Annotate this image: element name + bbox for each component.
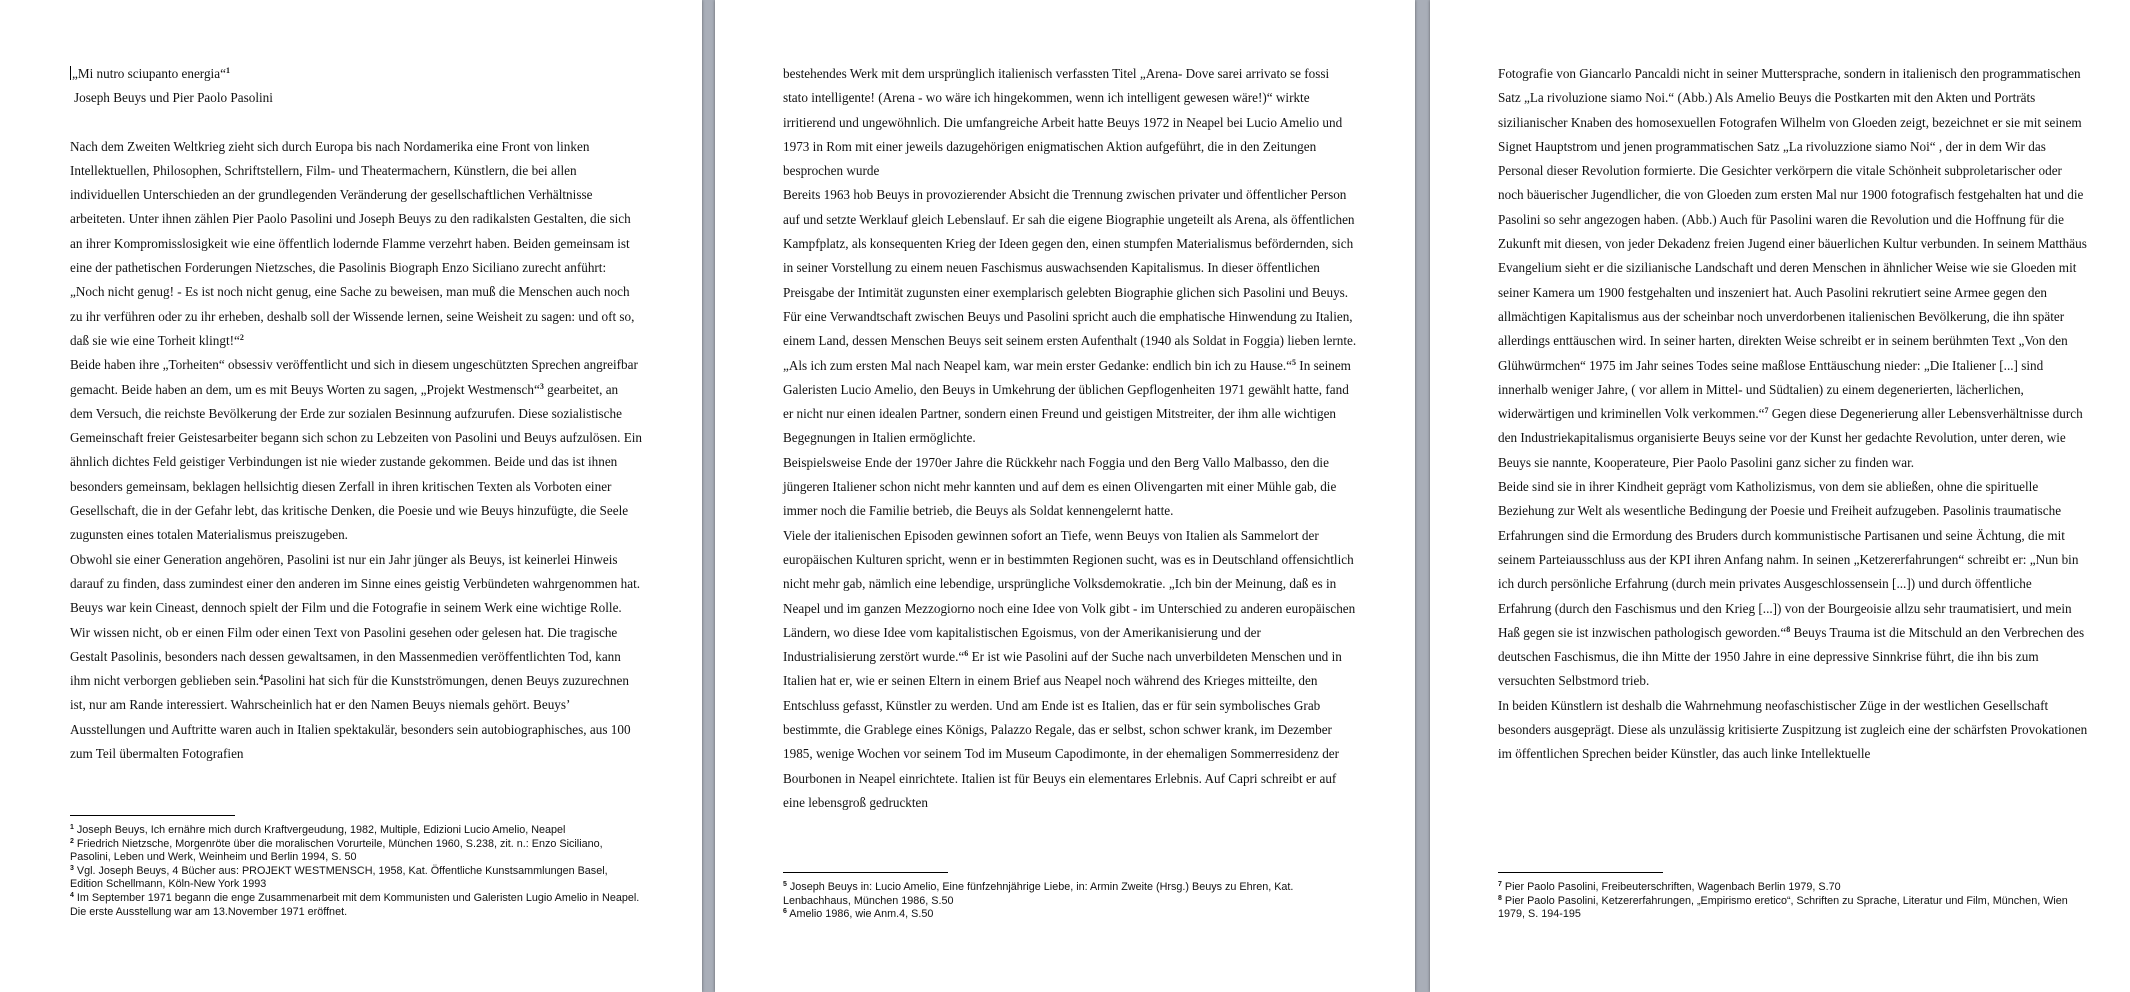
paragraph: Nach dem Zweiten Weltkrieg zieht sich durch Europa bis nach Nordamerika eine Front von linken Intellektuellen, Philosophen, Schriftstellern, Film- und Theatermachern, Künstlern, die bei allen individuellen Unterschieden an der grundlegenden Veränderung der gesellschaftlichen Verhältnisse arbeiteten. Unter ihnen zählen Pier Paolo Pasolini und Joseph Beuys zu den radikalsten Gestalten, die sich an ihrer Kompromisslosigkeit wie eine öffentlich lodernde Flamme verzehrt haben. Beiden gemeinsam ist eine der pathetischen Forderungen Nietzsches, die Pasolinis Biograph Enzo Siciliano zurecht anführt: „Noch nicht genug! - Es ist noch nicht genug, eine Sache zu beweisen, man muß die Menschen auch noch zu ihr verführen oder zu ihr erheben, deshalb soll der Wissende lernen, seine Weisheit zu sagen: und oft so, daß sie wie eine Torheit klingt!“$^2$ [70,138,635,348]
footnote: $^5$ Joseph Beuys in: Lucio Amelio, Eine fünfzehnjährige Liebe, in: Armin Zweite (Hrsg.) Beuys zu Ehren, Kat. Lenbachhaus, München 1986, S.50 [783,881,1294,907]
paragraph: bestehendes Werk mit dem ursprünglich italienisch verfassten Titel „Arena- Dove sarei arrivato se fossi stato intelligente! (Arena - wo wäre ich hingekommen, wenn ich intelligent gewesen wäre!)“ wirkte irritierend und ungewöhnlich. Die umfangreiche Arbeit hatte Beuys 1972 in Neapel bei Lucio Amelio und 1973 in Rom mit einer jeweils dazugehörigen enigmatischen Aktion aufgeführt, die in den Zeitungen besprochen wurde [783,66,1343,179]
page-3-body[interactable] [1498,62,2088,767]
footnote: $^4$ Im September 1971 begann die enge Zusammenarbeit mit dem Kommunisten und Galeristen Lugio Amelio in Neapel. Die erste Ausstellung war am 13.November 1971 eröffnet. [70,891,640,918]
paragraph: Obwohl sie einer Generation angehören, Pasolini ist nur ein Jahr jünger als Beuys, ist keinerlei Hinweis darauf zu finden, dass zumindest einer den anderen im Sinne eines geistig Verbündeten wahrgenommen hat. Beuys war kein Cineast, dennoch spielt der Film und die Fotografie in seinem Werk eine wichtige Rolle. Wir wissen nicht, ob er einen Film oder einen Text von Pasolini gesehen oder gelesen hat. Die tragische Gestalt Pasolinis, besonders nach dessen gewaltsamen, in den Massenmedien veröffentlichten Tod, kann ihm nicht verborgen geblieben sein.$^4$Pasolini hat sich für die Kunstströmungen, denen Beuys zuzurechnen ist, nur am Rande interessiert. Wahrscheinlich hat er den Namen Beuys niemals gehört. Beuys’ Ausstellungen und Auftritte waren auch in Italien spektakulär, besonders sein autobiographisches, aus 100 zum Teil übermalten Fotografien [70,551,641,762]
footnote: $^2$ Friedrich Nietzsche, Morgenröte über die moralischen Vorurteile, München 1960, S.238, zit. n.: Enzo Siciliano, Pasolini, Leben und Werk, Weinheim und Berlin 1994, S. 50 [70,837,603,864]
document-subtitle: Joseph Beuys und Pier Paolo Pasolini [74,90,273,106]
footnotes [783,872,1355,922]
page-1-body[interactable] [70,62,642,766]
footnote: $^1$ Joseph Beuys, Ich ernähre mich durch Kraftvergeudung, 1982, Multiple, Edizioni Lucio Amelio, Neapel [70,824,566,836]
footnote: $^7$ Pier Paolo Pasolini, Freibeuterschriften, Wagenbach Berlin 1979, S.70 [1498,881,1841,893]
footnote: $^3$ Vgl. Joseph Beuys, 4 Bücher aus: PROJEKT WESTMENSCH, 1958, Kat. Öffentliche Kunstsammlungen Basel, Edition Schellmann, Köln-New York 1993 [70,864,608,891]
paragraph: Bereits 1963 hob Beuys in provozierender Absicht die Trennung zwischen privater und öffentlicher Person auf und setzte Werklauf gleich Lebenslauf. Er sah die eigene Biographie ungeteilt als Arena, als öffentlichen Kampfplatz, als konsequenten Krieg der Ideen gegen den, einen stumpfen Materialismus befördernden, sich in seiner Vorstellung zu einem neuen Faschismus auswachsenden Kapitalismus. In dieser öffentlichen Preisgabe der Intimität zugunsten einer exemplarisch gelebten Biographie glichen sich Pasolini und Beuys. [783,187,1355,300]
document-title: „Mi nutro sciupanto energia“$^1$ [72,66,230,81]
footnotes [1498,872,2070,922]
document-page-1[interactable] [0,0,702,992]
paragraph: Beide haben ihre „Torheiten“ obsessiv veröffentlicht und sich in diesem ungeschützten Sprechen angreifbar gemacht. Beide haben an dem, um es mit Beuys Worten zu sagen, „Projekt Westmensch“$^3$ gearbeitet, an dem Versuch, die reichste Bevölkerung der Erde zur sozialen Besinnung aufzurufen. Diese sozialistische Gemeinschaft freier Geistesarbeiter begann sich schon zu Lebzeiten von Pasolini und Beuys aufzulösen. Ein ähnlich dichtes Feld geistiger Verbindungen ist nie wieder zustande gekommen. Beide und das ist ihnen besonders gemeinsam, beklagen hellsichtig diesen Zerfall in ihren kritischen Texten als Vorboten einer Gesellschaft, die in der Gefahr lebt, das kritische Denken, die Poesie und wie Beuys hinzufügte, die Seele zugunsten eines totalen Materialismus preiszugeben. [70,357,643,543]
page-2-body[interactable] [783,62,1357,815]
footnotes [70,815,642,919]
footnote: $^8$ Pier Paolo Pasolini, Ketzererfahrungen, „Empirismo eretico“, Schriften zu Sprache, Literatur und Film, München, Wien 1979, S. 194-195 [1498,894,2068,921]
paragraph: Beispielsweise Ende der 1970er Jahre die Rückkehr nach Foggia und den Berg Vallo Malbasso, den die jüngeren Italiener schon nicht mehr kannten und auf dem es einen Olivengarten mit einer Mühle gab, die immer noch die Familie betrieb, die Beuys als Soldat kennengelernt hatte. [783,454,1337,519]
footnote-separator [1498,872,1663,873]
document-page-3[interactable] [1430,0,2130,992]
paragraph: Viele der italienischen Episoden gewinnen sofort an Tiefe, wenn Beuys von Italien als Sammelort der europäischen Kulturen spricht, wenn er in bestimmten Regionen sucht, was es in Deutschland offensichtlich nicht mehr gab, nämlich eine lebendige, ursprüngliche Volksdemokratie. „Ich bin der Meinung, daß es in Neapel und im ganzen Mezzogiorno noch eine Idee von Volk gibt - im Unterschied zu anderen europäischen Ländern, wo diese Idee vom kapitalistischen Egoismus, von der Amerikanisierung und der Industrialisierung zerstört wurde.“$^6$ Er ist wie Pasolini auf der Suche nach unverbildeten Menschen und in Italien hat er, wie er seinen Eltern in einem Brief aus Neapel noch während des Krieges mitteilte, den Entschluss gefasst, Künstler zu werden. Und am Ende ist es Italien, das er für sein symbolisches Grab bestimmte, die Grablege eines Königs, Palazzo Regale, das er selbst, schon schwer krank, im Dezember 1985, wenige Wochen vor seinem Tod im Museum Capodimonte, in der ehemaligen Sommerresidenz der Bourbonen in Neapel einrichtete. Italien ist für Beuys ein elementares Erlebnis. Auf Capri schreibt er auf eine lebensgroß gedruckten [783,527,1356,810]
footnote-separator [783,872,948,873]
paragraph: Beide sind sie in ihrer Kindheit geprägt vom Katholizismus, von dem sie abließen, ohne die spirituelle Beziehung zur Welt als wesentliche Bedingung der Poesie und Freiheit aufzugeben. Pasolinis traumatische Erfahrungen sind die Ermordung des Bruders durch kommunistische Partisanen und seine Ächtung, die mit seinem Parteiausschluss aus der KPI ihren Anfang nahm. In seinen „Ketzererfahrungen“ schreibt er: „Nun bin ich durch persönliche Erfahrung (durch mein privates Ausgeschlossensein [...]) und durch öffentliche Erfahrung (durch den Faschismus und den Krieg [...]) von der Bourgeoisie allzu sehr traumatisiert, und mein Haß gegen sie ist inzwischen pathologisch geworden.“$^8$ Beuys Trauma ist die Mitschuld an den Verbrechen des deutschen Faschismus, die ihn Mitte der 1950 Jahre in eine depressive Sinnkrise führt, die ihn bis zum versuchten Selbstmord trieb. [1498,479,2085,689]
document-page-2[interactable] [715,0,1415,992]
text-cursor [70,66,71,80]
paragraph: Fotografie von Giancarlo Pancaldi nicht in seiner Muttersprache, sondern in italienisch den programmatischen Satz „La rivoluzione siamo Noi.“ (Abb.) Als Amelio Beuys die Postkarten mit den Akten und Porträts sizilianischer Knaben des homosexuellen Fotografen Wilhelm von Gloeden zeigt, bezeichnet er sie mit seinem Signet Hauptstrom und jenen programmatischen Satz „La rivoluzzione siamo Noi“ , der in dem Wir das Personal dieser Revolution formierte. Die Gesichter verkörpern die vitale Schönheit subproletarischer oder noch bäuerischer Jugendlicher, die von Gloeden zum ersten Mal nur 1900 fotografisch festgehalten hat und die Pasolini so sehr angezogen haben. (Abb.) Auch für Pasolini waren die Revolution und die Hoffnung für die Zukunft mit diesen, von jeder Dekadenz freien Jugend einer bäuerlichen Kultur verbunden. In seinem Matthäus Evangelium sieht er die sizilianische Landschaft und deren Menschen in ähnlicher Weise wie sie Gloeden mit seiner Kamera um 1900 festgehalten und inszeniert hat. Auch Pasolini rekrutiert seine Armee gegen den allmächtigen Kapitalismus aus der scheinbar noch unverdorbenen italienischen Bevölkerung, die ihn später allerdings enttäuschen wird. In seiner harten, direkten Weise schreibt er in seinem berühmten Text „Von den Glühwürmchen“ 1975 im Jahr seines Todes seine maßlose Enttäuschung nieder: „Die Italiener [...] sind innerhalb weniger Jahre, ( vor allem in Mittel- und Südtalien) zu einem degenerierten, lächerlichen, widerwärtigen und kriminellen Volk verkommen.“$^7$ Gegen diese Degenerierung aller Lebensverhältnisse durch den Industriekapitalismus organisierte Beuys seine vor der Kunst her gedachte Revolution, unter deren, wie Beuys sie nannte, Kooperateure, Pier Paolo Pasolini ganz sicher zu finden war. [1498,66,2087,470]
paragraph: Für eine Verwandtschaft zwischen Beuys und Pasolini spricht auch die emphatische Hinwendung zu Italien, einem Land, dessen Menschen Beuys seit seinem ersten Aufenthalt (1940 als Soldat in Foggia) lieben lernte. „Als ich zum ersten Mal nach Neapel kam, war mein erster Gedanke: endlich bin ich zu Hause.“$^5$ In seinem Galeristen Lucio Amelio, den Beuys in Umkehrung der üblichen Gepflogenheiten 1971 gewählt hatte, fand er nicht nur einen idealen Partner, sondern einen Freund und geistigen Mitstreiter, der ihm alle wichtigen Begegnungen in Italien ermöglichte. [783,308,1357,446]
footnote-separator [70,815,235,816]
footnote: $^6$ Amelio 1986, wie Anm.4, S.50 [783,908,934,921]
paragraph: In beiden Künstlern ist deshalb die Wahrnehmung neofaschistischer Züge in der westlichen Gesellschaft besonders ausgeprägt. Diese als unzulässig kritisierte Zuspitzung ist zugleich eine der schärfsten Provokationen im öffentlichen Sprechen beider Künstler, das auch linke Intellektuelle [1498,697,2088,762]
